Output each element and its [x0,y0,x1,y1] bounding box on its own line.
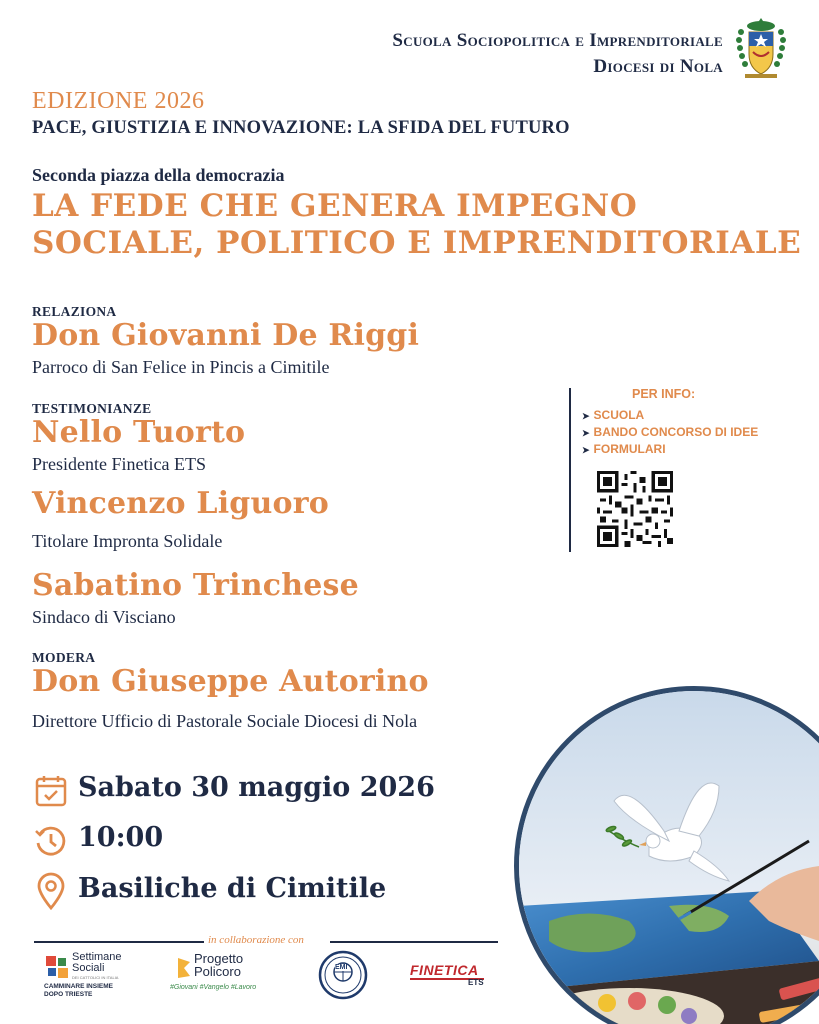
school-name [392,28,723,80]
qr-code-icon[interactable] [597,471,673,547]
collaboration-label: in collaborazione con [208,934,304,946]
relatore-role: Parroco di San Felice in Pincis a Cimitile [32,357,330,377]
witness-role: Titolare Impronta Solidale [32,531,223,551]
policoro-logo-icon [174,956,194,980]
policoro-line1: Progetto [194,951,244,966]
emi-logo-icon [318,950,368,1000]
event-subtitle: Seconda piazza della democrazia [32,165,285,185]
location-pin-icon [34,872,68,910]
witness-role: Sindaco di Visciano [32,607,176,627]
divider [34,941,204,943]
testimonianze-label: TESTIMONIANZE [32,401,152,416]
edition-theme: PACE, GIUSTIZIA E INNOVAZIONE: LA SFIDA DEL FUTURO [32,118,570,138]
divider [330,941,498,943]
settimane-tag2: DOPO TRIESTE [44,991,93,998]
finetica-logo: FINETICA [410,962,479,978]
chevron-right-icon: ➤ [582,445,590,455]
edition-label: EDIZIONE 2026 [32,88,205,114]
event-title-line2: SOCIALE, POLITICO E IMPRENDITORIALE [32,225,802,261]
info-item-bando[interactable] [582,425,758,439]
diocese-crest-icon [735,16,787,80]
info-divider [569,388,571,552]
event-time: 10:00 [78,822,164,853]
policoro-tags: #Giovani #Vangelo #Lavoro [170,984,257,991]
info-item-formulari[interactable] [582,442,666,456]
modera-label: MODERA [32,650,96,665]
chevron-right-icon: ➤ [582,411,590,421]
dove-painting-image [514,686,819,1024]
info-item-scuola[interactable] [582,408,644,422]
witness-name: Nello Tuorto [32,415,246,450]
settimane-line1: Settimane [72,951,122,963]
emi-label: EMI [335,964,348,971]
settimane-sociali-logo [42,952,142,1002]
witness-name: Sabatino Trinchese [32,568,359,603]
school-name-line1: Scuola Sociopolitica e Imprenditoriale [392,30,723,51]
event-place: Basiliche di Cimitile [78,873,387,904]
info-title: PER INFO: [632,387,696,401]
moderator-role: Direttore Ufficio di Pastorale Sociale Diocesi di Nola [32,711,418,731]
policoro-line2: Policoro [194,964,241,979]
witness-name: Vincenzo Liguoro [32,486,329,521]
progetto-policoro-logo [170,952,280,996]
settimane-line2: Sociali [72,962,105,974]
info-item-label: SCUOLA [593,408,645,422]
info-item-label: FORMULARI [593,442,666,456]
relatore-name: Don Giovanni De Riggi [32,318,420,353]
relaziona-label: RELAZIONA [32,304,117,319]
school-name-line2: Diocesi di Nola [593,56,723,77]
event-title-line1: LA FEDE CHE GENERA IMPEGNO [32,188,638,224]
settimane-tag1: CAMMINARE INSIEME [44,983,113,990]
event-title [32,188,801,262]
clock-icon [34,824,68,858]
finetica-sub: ETS [468,978,484,987]
witness-role: Presidente Finetica ETS [32,454,206,474]
settimane-logo-icon [44,954,70,980]
illustration-svg [519,691,819,1024]
moderator-name: Don Giuseppe Autorino [32,664,429,699]
info-item-label: BANDO CONCORSO DI IDEE [593,425,759,439]
event-date: Sabato 30 maggio 2026 [78,772,435,803]
chevron-right-icon: ➤ [582,428,590,438]
settimane-sub: DEI CATTOLICI IN ITALIA [72,975,119,980]
calendar-icon [34,774,68,808]
